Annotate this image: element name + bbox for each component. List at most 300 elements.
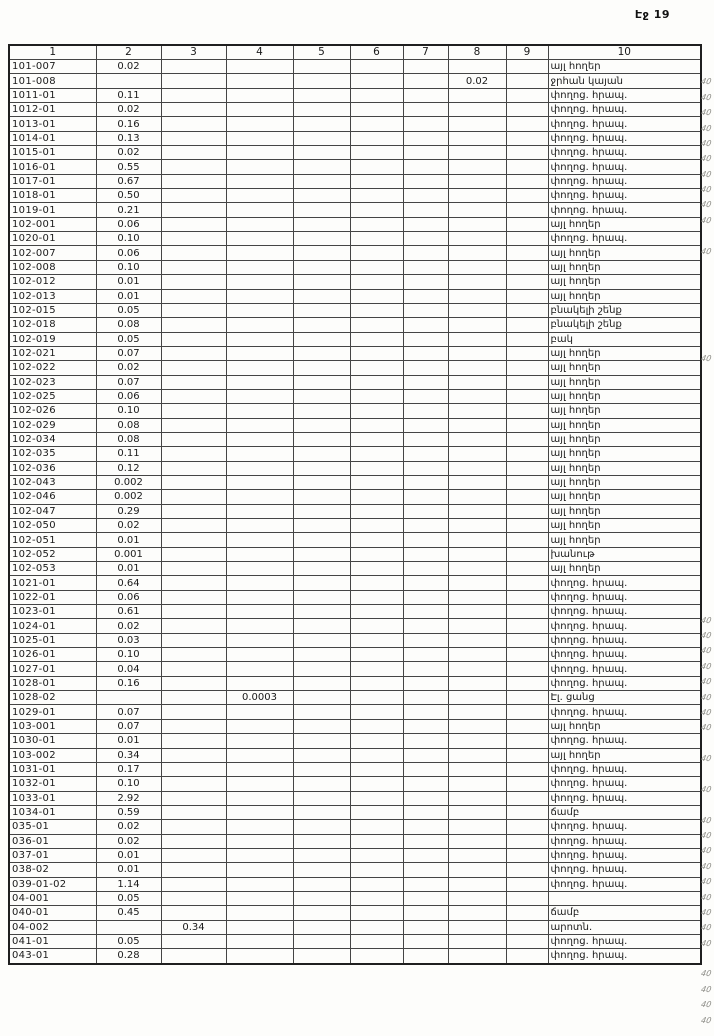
table-cell — [448, 676, 506, 690]
table-cell — [293, 547, 350, 561]
column-header: 9 — [506, 45, 548, 60]
table-cell — [403, 805, 448, 819]
table-cell: 0.16 — [96, 676, 161, 690]
table-cell — [350, 475, 403, 489]
margin-annotation: 40 — [700, 77, 713, 87]
table-cell: 1028-02 — [9, 691, 96, 705]
table-cell — [448, 547, 506, 561]
table-cell — [226, 504, 293, 518]
table-cell — [506, 547, 548, 561]
table-cell: 1021-01 — [9, 576, 96, 590]
table-cell: 0.08 — [96, 432, 161, 446]
table-cell: 0.55 — [96, 160, 161, 174]
table-cell — [293, 418, 350, 432]
table-cell: 0.10 — [96, 777, 161, 791]
table-cell: 0.10 — [96, 404, 161, 418]
table-cell: 0.16 — [96, 117, 161, 131]
table-cell — [506, 275, 548, 289]
table-row — [9, 605, 701, 619]
table-cell: 040-01 — [9, 906, 96, 920]
table-cell — [448, 146, 506, 160]
table-row — [9, 877, 701, 891]
table-cell — [226, 848, 293, 862]
table-cell: փողոց. հրապ. — [548, 777, 701, 791]
table-cell: փողոց. հրապ. — [548, 863, 701, 877]
table-cell: փողոց. հրապ. — [548, 949, 701, 964]
table-cell — [96, 920, 161, 934]
table-cell: 0.13 — [96, 131, 161, 145]
table-cell: բնակելի շենք — [548, 303, 701, 317]
table-cell — [226, 318, 293, 332]
table-cell: 0.01 — [96, 848, 161, 862]
table-cell — [350, 361, 403, 375]
column-header: 2 — [96, 45, 161, 60]
table-cell — [161, 691, 226, 705]
margin-annotation: 40 — [700, 677, 713, 687]
table-cell — [448, 375, 506, 389]
table-cell: 0.05 — [96, 891, 161, 905]
table-cell: 0.0003 — [226, 691, 293, 705]
table-cell — [403, 103, 448, 117]
table-cell — [403, 949, 448, 964]
table-cell — [226, 361, 293, 375]
table-row — [9, 676, 701, 690]
table-cell — [506, 906, 548, 920]
table-row — [9, 748, 701, 762]
table-cell — [161, 748, 226, 762]
table-cell: 0.34 — [96, 748, 161, 762]
table-cell — [226, 131, 293, 145]
table-cell — [350, 533, 403, 547]
table-cell — [293, 289, 350, 303]
table-cell: 102-007 — [9, 246, 96, 260]
table-cell: 0.07 — [96, 719, 161, 733]
table-cell — [506, 533, 548, 547]
table-cell — [161, 174, 226, 188]
table-cell — [293, 906, 350, 920]
table-cell: փողոց. հրապ. — [548, 117, 701, 131]
table-cell: 041-01 — [9, 934, 96, 948]
table-cell: 0.06 — [96, 389, 161, 403]
table-row — [9, 662, 701, 676]
table-cell — [226, 676, 293, 690]
table-cell — [293, 633, 350, 647]
table-cell — [448, 533, 506, 547]
table-cell — [448, 906, 506, 920]
table-cell — [350, 906, 403, 920]
table-cell — [403, 619, 448, 633]
table-cell — [161, 576, 226, 590]
table-cell — [350, 547, 403, 561]
table-row — [9, 332, 701, 346]
table-cell — [448, 834, 506, 848]
table-cell: փողոց. հրապ. — [548, 203, 701, 217]
table-cell — [403, 834, 448, 848]
table-row — [9, 475, 701, 489]
table-cell — [506, 820, 548, 834]
table-cell — [350, 633, 403, 647]
table-cell — [293, 834, 350, 848]
page-number-label: Էջ 19 — [634, 8, 670, 21]
table-cell — [161, 848, 226, 862]
table-cell — [448, 820, 506, 834]
table-cell — [350, 260, 403, 274]
table-row — [9, 389, 701, 403]
table-cell: 1011-01 — [9, 88, 96, 102]
table-cell — [506, 203, 548, 217]
table-cell — [506, 361, 548, 375]
table-cell — [293, 303, 350, 317]
table-cell — [506, 848, 548, 862]
table-cell: 043-01 — [9, 949, 96, 964]
table-cell: 0.07 — [96, 375, 161, 389]
table-cell — [506, 131, 548, 145]
table-cell — [293, 934, 350, 948]
table-cell — [448, 117, 506, 131]
table-row — [9, 519, 701, 533]
table-cell — [226, 303, 293, 317]
table-cell — [293, 734, 350, 748]
table-cell: փողոց. հրապ. — [548, 576, 701, 590]
table-cell — [226, 189, 293, 203]
table-cell: 102-051 — [9, 533, 96, 547]
table-cell: 1017-01 — [9, 174, 96, 188]
table-cell: 0.59 — [96, 805, 161, 819]
table-row — [9, 117, 701, 131]
table-cell — [161, 605, 226, 619]
table-cell — [506, 332, 548, 346]
table-cell: փողոց. հրապ. — [548, 88, 701, 102]
margin-annotation: 40 — [700, 692, 713, 702]
table-cell — [161, 318, 226, 332]
table-cell — [226, 346, 293, 360]
margin-annotation: 40 — [700, 200, 713, 210]
table-row — [9, 447, 701, 461]
table-cell: 0.01 — [96, 275, 161, 289]
table-cell — [161, 103, 226, 117]
table-cell — [350, 590, 403, 604]
table-cell: 0.10 — [96, 648, 161, 662]
table-cell — [403, 519, 448, 533]
table-cell — [506, 103, 548, 117]
table-cell: 0.02 — [96, 103, 161, 117]
table-cell — [226, 734, 293, 748]
table-cell — [350, 174, 403, 188]
table-cell: ճամբ — [548, 805, 701, 819]
table-cell — [448, 791, 506, 805]
column-header: 5 — [293, 45, 350, 60]
table-cell — [293, 648, 350, 662]
table-cell — [226, 562, 293, 576]
table-cell: 0.02 — [96, 820, 161, 834]
table-cell — [506, 490, 548, 504]
table-cell — [448, 863, 506, 877]
table-cell: այլ հողեր — [548, 562, 701, 576]
table-row — [9, 74, 701, 88]
table-cell — [226, 432, 293, 446]
table-cell — [506, 504, 548, 518]
table-cell — [403, 131, 448, 145]
table-cell — [226, 633, 293, 647]
table-cell: 102-050 — [9, 519, 96, 533]
table-cell: 0.61 — [96, 605, 161, 619]
table-cell — [506, 88, 548, 102]
margin-annotation: 40 — [700, 123, 713, 133]
table-cell — [226, 920, 293, 934]
column-header: 6 — [350, 45, 403, 60]
table-cell — [161, 805, 226, 819]
table-cell — [448, 404, 506, 418]
table-cell — [161, 418, 226, 432]
table-cell: ջրհան կայան — [548, 74, 701, 88]
table-cell — [448, 60, 506, 74]
table-cell: խանութ — [548, 547, 701, 561]
table-cell — [448, 519, 506, 533]
table-row — [9, 891, 701, 905]
table-cell — [293, 805, 350, 819]
table-cell — [161, 432, 226, 446]
table-cell — [293, 590, 350, 604]
table-cell — [226, 246, 293, 260]
table-cell — [161, 303, 226, 317]
table-cell: 036-01 — [9, 834, 96, 848]
table-cell — [403, 920, 448, 934]
table-cell: այլ հողեր — [548, 346, 701, 360]
table-cell — [448, 719, 506, 733]
table-row — [9, 461, 701, 475]
table-cell: 0.12 — [96, 461, 161, 475]
table-cell: 1013-01 — [9, 117, 96, 131]
table-cell — [506, 160, 548, 174]
table-cell — [448, 389, 506, 403]
table-cell — [506, 805, 548, 819]
table-cell — [403, 705, 448, 719]
table-cell — [403, 389, 448, 403]
table-cell — [293, 748, 350, 762]
table-cell — [506, 375, 548, 389]
table-cell — [161, 662, 226, 676]
table-cell — [161, 719, 226, 733]
table-cell — [226, 375, 293, 389]
table-row — [9, 232, 701, 246]
margin-annotation: 40 — [700, 892, 713, 902]
table-cell — [403, 275, 448, 289]
table-cell: 0.01 — [96, 289, 161, 303]
table-cell — [506, 562, 548, 576]
table-cell — [403, 318, 448, 332]
table-cell — [448, 619, 506, 633]
table-cell — [403, 88, 448, 102]
table-cell — [350, 863, 403, 877]
table-cell — [506, 734, 548, 748]
table-cell: 102-023 — [9, 375, 96, 389]
margin-annotation: 40 — [700, 1015, 713, 1025]
table-row — [9, 762, 701, 776]
table-cell — [403, 748, 448, 762]
table-cell — [506, 318, 548, 332]
table-cell — [506, 934, 548, 948]
table-cell — [226, 877, 293, 891]
table-row — [9, 848, 701, 862]
table-cell — [350, 705, 403, 719]
table-row — [9, 934, 701, 948]
table-cell: 0.67 — [96, 174, 161, 188]
table-cell: 102-035 — [9, 447, 96, 461]
table-cell: 1015-01 — [9, 146, 96, 160]
table-cell — [293, 217, 350, 231]
table-row — [9, 863, 701, 877]
table-cell — [226, 60, 293, 74]
table-cell — [293, 160, 350, 174]
table-cell: այլ հողեր — [548, 748, 701, 762]
table-cell — [293, 777, 350, 791]
table-cell — [506, 648, 548, 662]
table-cell: 0.07 — [96, 346, 161, 360]
table-row — [9, 346, 701, 360]
table-cell: այլ հողեր — [548, 60, 701, 74]
table-cell: 1020-01 — [9, 232, 96, 246]
table-row — [9, 60, 701, 74]
table-cell: 0.11 — [96, 88, 161, 102]
table-row — [9, 805, 701, 819]
table-cell — [403, 217, 448, 231]
table-cell: 0.06 — [96, 246, 161, 260]
table-cell: այլ հողեր — [548, 490, 701, 504]
table-cell — [506, 404, 548, 418]
table-cell — [448, 605, 506, 619]
table-cell — [226, 461, 293, 475]
table-cell: այլ հողեր — [548, 519, 701, 533]
table-cell — [403, 719, 448, 733]
table-cell: 102-012 — [9, 275, 96, 289]
table-cell — [448, 361, 506, 375]
margin-annotation: 40 — [700, 661, 713, 671]
table-cell: 1033-01 — [9, 791, 96, 805]
table-cell — [350, 160, 403, 174]
table-cell — [403, 232, 448, 246]
table-cell — [226, 863, 293, 877]
table-cell — [448, 203, 506, 217]
table-cell — [226, 74, 293, 88]
table-cell — [448, 777, 506, 791]
table-cell — [506, 748, 548, 762]
table-cell — [161, 447, 226, 461]
table-cell — [448, 260, 506, 274]
table-cell — [448, 160, 506, 174]
table-cell — [448, 131, 506, 145]
table-cell: 102-015 — [9, 303, 96, 317]
table-cell — [403, 648, 448, 662]
margin-annotation: 40 — [700, 1000, 713, 1010]
table-cell — [403, 289, 448, 303]
table-cell — [506, 949, 548, 964]
table-cell — [226, 805, 293, 819]
table-cell — [226, 146, 293, 160]
table-cell — [448, 848, 506, 862]
table-cell: 1030-01 — [9, 734, 96, 748]
table-cell — [448, 877, 506, 891]
table-cell — [226, 934, 293, 948]
table-cell — [350, 461, 403, 475]
table-cell: 0.28 — [96, 949, 161, 964]
table-cell — [350, 805, 403, 819]
data-table — [8, 44, 702, 965]
table-row — [9, 103, 701, 117]
table-cell: 0.02 — [96, 519, 161, 533]
table-cell: 0.64 — [96, 576, 161, 590]
table-cell: փողոց. հրապ. — [548, 877, 701, 891]
table-cell — [350, 447, 403, 461]
table-cell — [403, 934, 448, 948]
table-row — [9, 920, 701, 934]
margin-annotation: 40 — [700, 861, 713, 871]
table-cell — [506, 217, 548, 231]
table-row — [9, 719, 701, 733]
table-cell — [293, 103, 350, 117]
table-cell: 0.08 — [96, 418, 161, 432]
table-cell — [350, 375, 403, 389]
table-cell — [448, 447, 506, 461]
table-row — [9, 404, 701, 418]
table-cell — [403, 332, 448, 346]
table-row — [9, 791, 701, 805]
table-cell — [161, 877, 226, 891]
table-cell — [350, 490, 403, 504]
table-row — [9, 289, 701, 303]
table-cell — [448, 332, 506, 346]
table-cell — [350, 217, 403, 231]
table-cell: Էլ. ցանց — [548, 691, 701, 705]
table-cell: 038-02 — [9, 863, 96, 877]
margin-annotation: 40 — [700, 185, 713, 195]
table-cell — [293, 820, 350, 834]
table-cell — [161, 88, 226, 102]
table-cell: փողոց. հրապ. — [548, 619, 701, 633]
margin-annotation: 40 — [700, 615, 713, 625]
column-header: 3 — [161, 45, 226, 60]
table-cell — [448, 174, 506, 188]
table-cell: փողոց. հրապ. — [548, 103, 701, 117]
table-row — [9, 375, 701, 389]
table-cell — [448, 805, 506, 819]
table-cell — [293, 74, 350, 88]
table-row — [9, 361, 701, 375]
table-cell — [403, 877, 448, 891]
table-cell — [448, 705, 506, 719]
table-cell — [161, 949, 226, 964]
table-cell — [350, 203, 403, 217]
table-cell — [448, 891, 506, 905]
table-cell — [293, 131, 350, 145]
table-body — [9, 60, 701, 964]
table-cell — [226, 949, 293, 964]
table-cell: այլ հողեր — [548, 246, 701, 260]
table-cell: բնակելի շենք — [548, 318, 701, 332]
table-cell: 035-01 — [9, 820, 96, 834]
table-cell — [293, 719, 350, 733]
table-cell — [293, 705, 350, 719]
table-cell — [350, 131, 403, 145]
table-cell: 0.04 — [96, 662, 161, 676]
table-cell — [161, 260, 226, 274]
table-cell — [161, 762, 226, 776]
table-cell — [506, 418, 548, 432]
table-cell: 102-043 — [9, 475, 96, 489]
margin-annotation: 40 — [700, 907, 713, 917]
table-cell — [293, 332, 350, 346]
table-cell: 1018-01 — [9, 189, 96, 203]
table-cell: 102-019 — [9, 332, 96, 346]
